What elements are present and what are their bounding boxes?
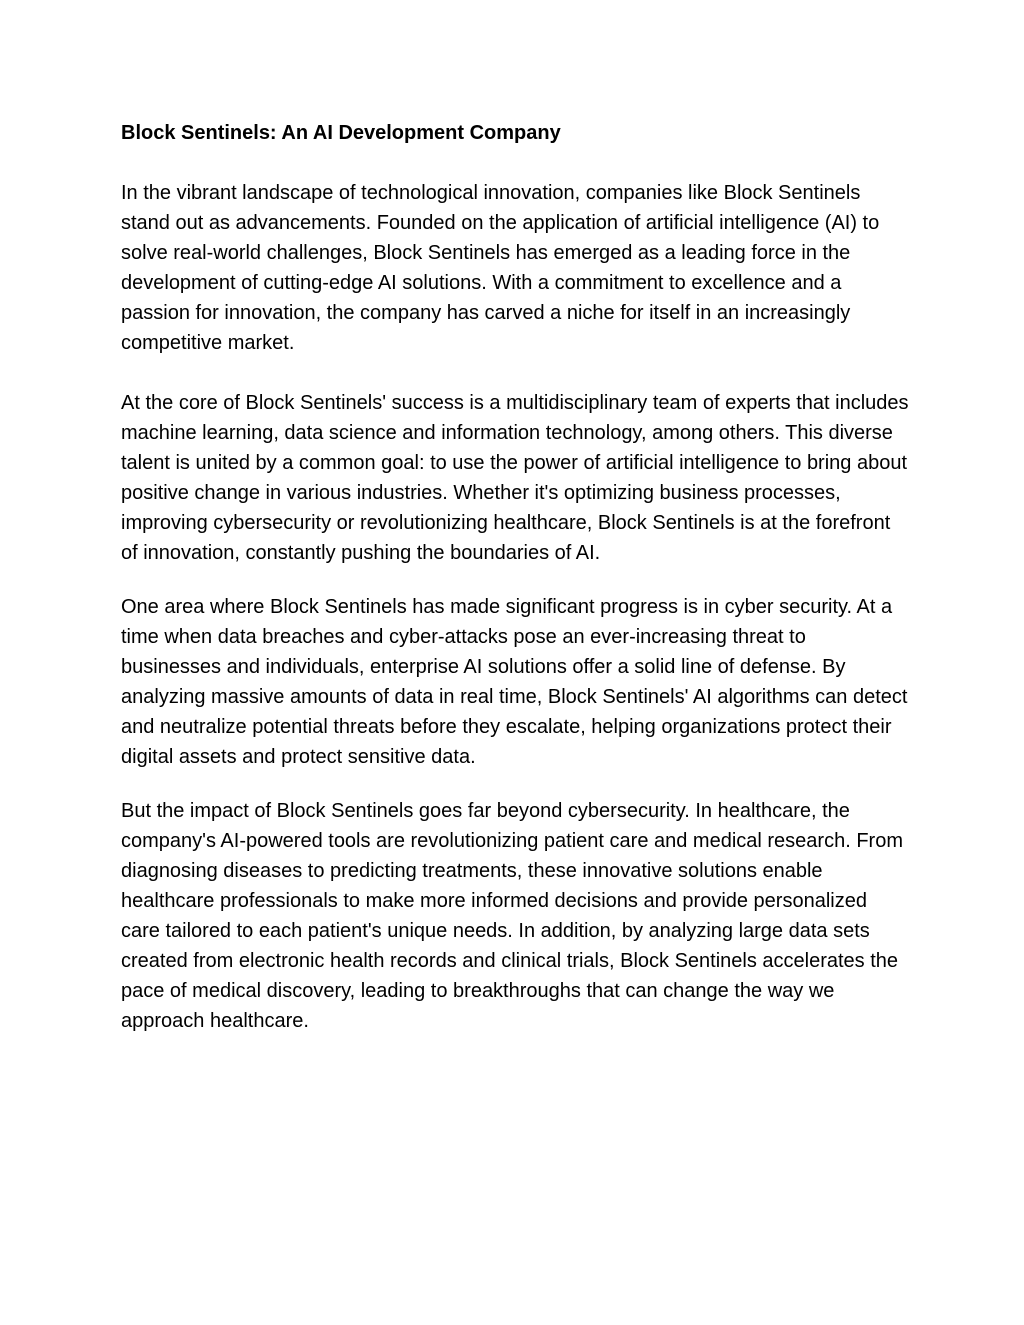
paragraph-intro: In the vibrant landscape of technological innovation, companies like Block Sentinels stand out as advancements. Founded on the application of artificial intelligence (AI) to solve real-world challenges, Block Sentinels has emerged as a leading force in the development of cutting-edge AI solutions. With a commitment to excellence and a passion for innovation, the company has carved a niche for itself in an increasingly competitive market. (121, 182, 880, 354)
document-title: Block Sentinels: An AI Development Company (121, 122, 561, 144)
document-page (121, 118, 911, 1036)
paragraph-healthcare: But the impact of Block Sentinels goes far beyond cybersecurity. In healthcare, the company's AI-powered tools are revolutionizing patient care and medical research. From diagnosing diseases to predicting treatments, these innovative solutions enable healthcare professionals to make more informed decisions and provide personalized care tailored to each patient's unique needs. In addition, by analyzing large data sets created from electronic health records and clinical trials, Block Sentinels accelerates the pace of medical discovery, leading to breakthroughs that can change the way we approach healthcare. (121, 800, 903, 1032)
paragraph-cybersecurity: One area where Block Sentinels has made significant progress is in cyber security. At a time when data breaches and cyber-attacks pose an ever-increasing threat to businesses and individuals, enterprise AI solutions offer a solid line of defense. By analyzing massive amounts of data in real time, Block Sentinels' AI algorithms can detect and neutralize potential threats before they escalate, helping organizations protect their digital assets and protect sensitive data. (121, 596, 908, 768)
paragraph-team: At the core of Block Sentinels' success is a multidisciplinary team of experts that includes machine learning, data science and information technology, among others. This diverse talent is united by a common goal: to use the power of artificial intelligence to bring about positive change in various industries. Whether it's optimizing business processes, improving cybersecurity or revolutionizing healthcare, Block Sentinels is at the forefront of innovation, constantly pushing the boundaries of AI. (121, 392, 909, 564)
